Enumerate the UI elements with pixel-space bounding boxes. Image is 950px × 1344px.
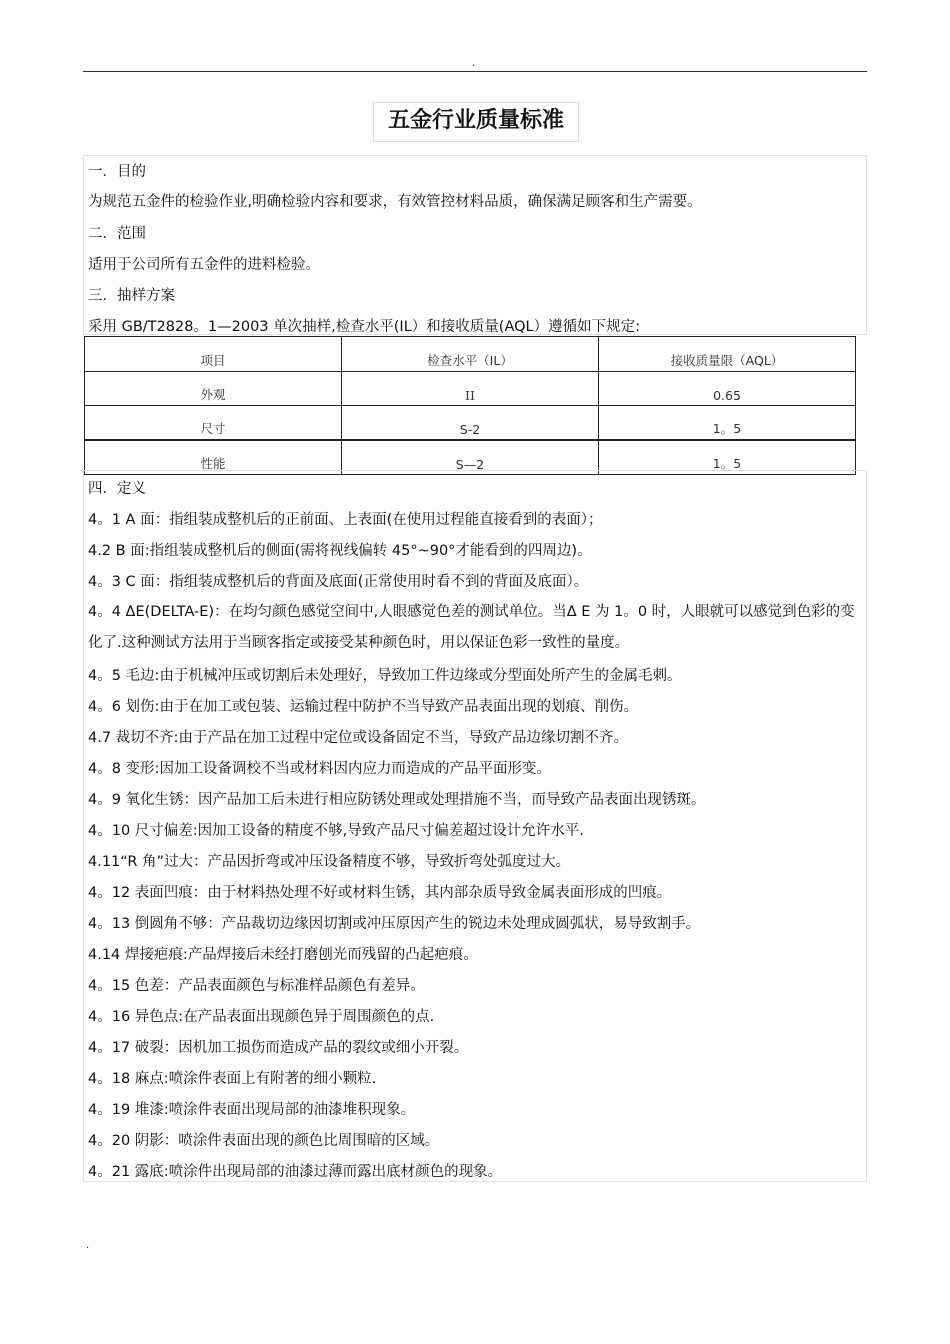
table-cell: S—2 bbox=[342, 440, 599, 475]
definition-item: 4。19 堆漆:喷涂件表面出现局部的油漆堆积现象。 bbox=[88, 1102, 416, 1118]
document-title: 五金行业质量标准 bbox=[373, 102, 579, 142]
table-header-cell: 项目 bbox=[85, 337, 342, 372]
definition-item: 4。5 毛边:由于机械冲压或切割后未处理好，导致加工件边缘或分型面处所产生的金属毛刺。 bbox=[88, 668, 682, 684]
definition-item: 4。16 异色点:在产品表面出现颜色异于周围颜色的点. bbox=[88, 1009, 435, 1025]
section-definitions bbox=[83, 470, 867, 1182]
table-cell: II bbox=[342, 372, 599, 406]
definition-item: 4.7 裁切不齐:由于产品在加工过程中定位或设备固定不当，导致产品边缘切割不齐。 bbox=[88, 730, 629, 746]
section4-heading: 四．定义 bbox=[88, 481, 146, 497]
table-header-cell: 接收质量限（AQL） bbox=[599, 337, 856, 372]
section1-line: 一．目的 bbox=[88, 164, 146, 180]
definition-item: 4。8 变形:因加工设备调校不当或材料因内应力而造成的产品平面形变。 bbox=[88, 761, 551, 777]
header-rule bbox=[83, 71, 867, 72]
definition-item: 4。12 表面凹痕：由于材料热处理不好或材料生锈，其内部杂质导致金属表面形成的凹痕。 bbox=[88, 885, 672, 901]
definition-item: 4。18 麻点:喷涂件表面上有附著的细小颗粒. bbox=[88, 1071, 377, 1087]
definition-item: 4。10 尺寸偏差:因加工设备的精度不够,导致产品尺寸偏差超过设计允许水平. bbox=[88, 823, 584, 839]
table-row bbox=[85, 372, 856, 406]
definition-item: 4。6 划伤:由于在加工或包装、运输过程中防护不当导致产品表面出现的划痕、削伤。 bbox=[88, 699, 638, 715]
table-cell: S-2 bbox=[342, 406, 599, 441]
section1-line: 适用于公司所有五金件的进料检验。 bbox=[88, 257, 320, 273]
sampling-table bbox=[84, 336, 856, 475]
section1-line: 二．范围 bbox=[88, 226, 146, 242]
table-cell: 尺寸 bbox=[85, 406, 342, 441]
definition-item: 4。17 破裂：因机加工损伤而造成产品的裂纹或细小开裂。 bbox=[88, 1040, 469, 1056]
header-mark: . bbox=[472, 58, 476, 69]
table-header-cell: 检查水平（IL） bbox=[342, 337, 599, 372]
definition-item: 4。4 ΔE(DELTA-E)：在均匀颜色感觉空间中,人眼感觉色差的测试单位。当Δ E 为 1。0 时，人眼就可以感觉到色彩的变化了.这种测试方法用于当顾客指定或接受某种颜色时，用以保证色彩一致性的量度。 bbox=[88, 604, 855, 651]
definition-item: 4。21 露底:喷涂件出现局部的油漆过薄而露出底材颜色的现象。 bbox=[88, 1164, 503, 1180]
section1-line: 三．抽样方案 bbox=[88, 288, 175, 304]
definition-item: 4。3 C 面：指组装成整机后的背面及底面(正常使用时看不到的背面及底面）。 bbox=[88, 574, 589, 590]
table-header-row bbox=[85, 337, 856, 372]
table-cell: 0.65 bbox=[599, 372, 856, 406]
table-cell: 外观 bbox=[85, 372, 342, 406]
definition-item: 4.11“R 角”过大：产品因折弯或冲压设备精度不够，导致折弯处弧度过大。 bbox=[88, 854, 571, 870]
definition-item: 4.14 焊接疤痕:产品焊接后未经打磨刨光而残留的凸起疤痕。 bbox=[88, 947, 478, 963]
footer-mark: . bbox=[86, 1240, 90, 1251]
definition-item: 4。20 阴影：喷涂件表面出现的颜色比周围暗的区域。 bbox=[88, 1133, 440, 1149]
definition-item: 4。15 色差：产品表面颜色与标准样品颜色有差异。 bbox=[88, 978, 425, 994]
definition-item: 4。13 倒圆角不够：产品裁切边缘因切割或冲压原因产生的锐边未处理成圆弧状，易导致割手。 bbox=[88, 916, 701, 932]
table-row bbox=[85, 406, 856, 441]
table-cell: 1。5 bbox=[599, 440, 856, 475]
table-cell: 1。5 bbox=[599, 406, 856, 441]
section1-line: 采用 GB/T2828。1—2003 单次抽样,检查水平(IL）和接收质量(AQL）遵循如下规定: bbox=[88, 319, 640, 335]
definition-item: 4。1 A 面：指组装成整机后的正前面、上表面(在使用过程能直接看到的表面）； bbox=[88, 512, 603, 528]
definition-item: 4.2 B 面:指组装成整机后的侧面(需将视线偏转 45°~90°才能看到的四周边)。 bbox=[88, 543, 592, 559]
table-cell: 性能 bbox=[85, 440, 342, 475]
section1-line: 为规范五金件的检验作业,明确检验内容和要求，有效管控材料品质，确保满足顾客和生产需要。 bbox=[88, 194, 702, 210]
definition-item: 4。9 氧化生锈：因产品加工后未进行相应防锈处理或处理措施不当，而导致产品表面出现锈斑。 bbox=[88, 792, 706, 808]
section-purpose-scope-sampling bbox=[83, 155, 867, 335]
